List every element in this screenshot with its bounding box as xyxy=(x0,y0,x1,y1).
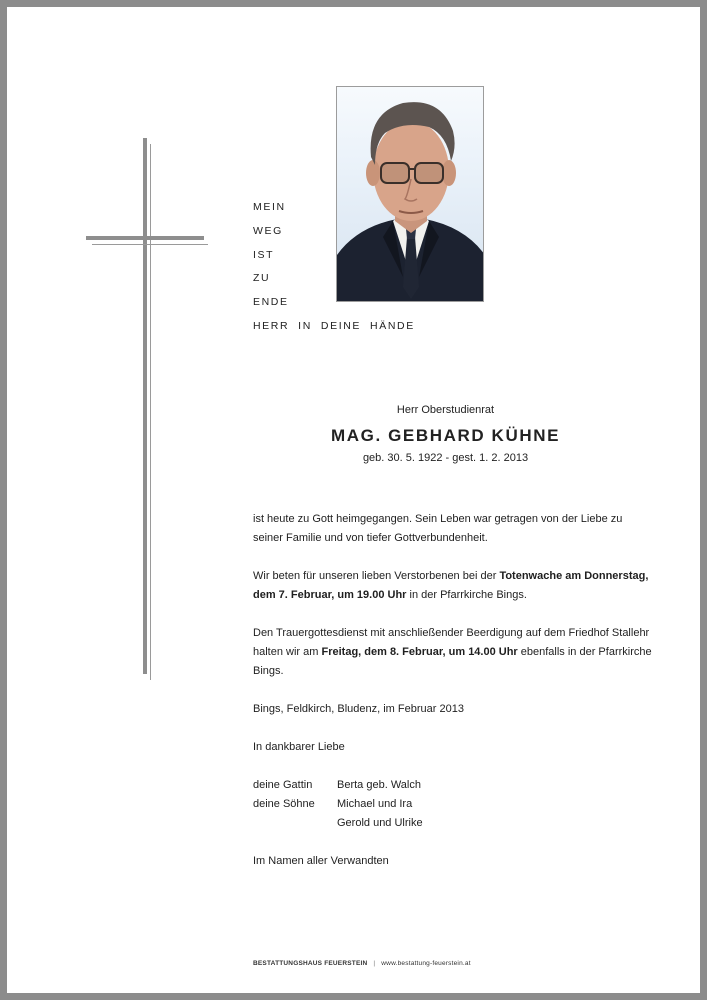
closing-line: In dankbarer Liebe xyxy=(253,741,345,753)
funeral-date: Freitag, dem 8. Februar, um 14.00 Uhr xyxy=(321,646,518,658)
poem-line: IST xyxy=(253,248,275,261)
family-row xyxy=(253,814,653,833)
deceased-block xyxy=(0,404,707,464)
paragraph-passing: ist heute zu Gott heimgegangen. Sein Leben war getragen von der Liebe zu seiner Familie und von tiefer Gottverbundenheit. xyxy=(253,513,623,544)
poem-line: HERR IN DEINE HÄNDE xyxy=(253,319,415,332)
poem-line: MEIN xyxy=(253,201,286,213)
paragraph-funeral: Den Trauergottesdienst mit anschließender Beerdigung auf dem Friedhof Stallehr halten wir am Freitag, dem 8. Februar, um 14.00 Uhr ebenfalls in der Pfarrkirche Bings. xyxy=(253,627,652,677)
family-row xyxy=(253,776,653,795)
footer-website[interactable]: www.bestattung-feuerstein.at xyxy=(381,960,471,967)
funeral-home-name: BESTATTUNGSHAUS FEUERSTEIN xyxy=(253,960,368,967)
family-names: Berta geb. Walch xyxy=(337,779,421,791)
poem-line: WEG xyxy=(253,224,283,237)
family-relation: deine Söhne xyxy=(253,798,315,810)
portrait-photo xyxy=(336,86,484,302)
family-names: Gerold und Ulrike xyxy=(337,817,423,829)
place-and-date: Bings, Feldkirch, Bludenz, im Februar 2013 xyxy=(253,703,464,715)
relatives-line: Im Namen aller Verwandten xyxy=(253,855,389,867)
vigil-date: Totenwache am Donnerstag, dem 7. Februar, um 19.00 Uhr xyxy=(253,570,649,601)
family-relation: deine Gattin xyxy=(253,779,313,791)
poem-line: ENDE xyxy=(253,296,289,309)
life-dates: geb. 30. 5. 1922 - gest. 1. 2. 2013 xyxy=(362,452,529,464)
poem-line: ZU xyxy=(253,272,271,285)
paragraph-vigil: Wir beten für unseren lieben Verstorbenen bei der Totenwache am Donnerstag, dem 7. Februar, um 19.00 Uhr in der Pfarrkirche Bings. xyxy=(253,570,649,601)
footer xyxy=(253,960,471,967)
family-list xyxy=(253,776,653,833)
family-row xyxy=(253,795,653,814)
family-relation xyxy=(253,814,337,833)
footer-separator: | xyxy=(373,960,376,967)
deceased-name: MAG. GEBHARD KÜHNE xyxy=(330,426,561,445)
honorific: Herr Oberstudienrat xyxy=(396,404,495,416)
notice-body xyxy=(253,510,653,871)
family-names: Michael und Ira xyxy=(337,798,413,810)
